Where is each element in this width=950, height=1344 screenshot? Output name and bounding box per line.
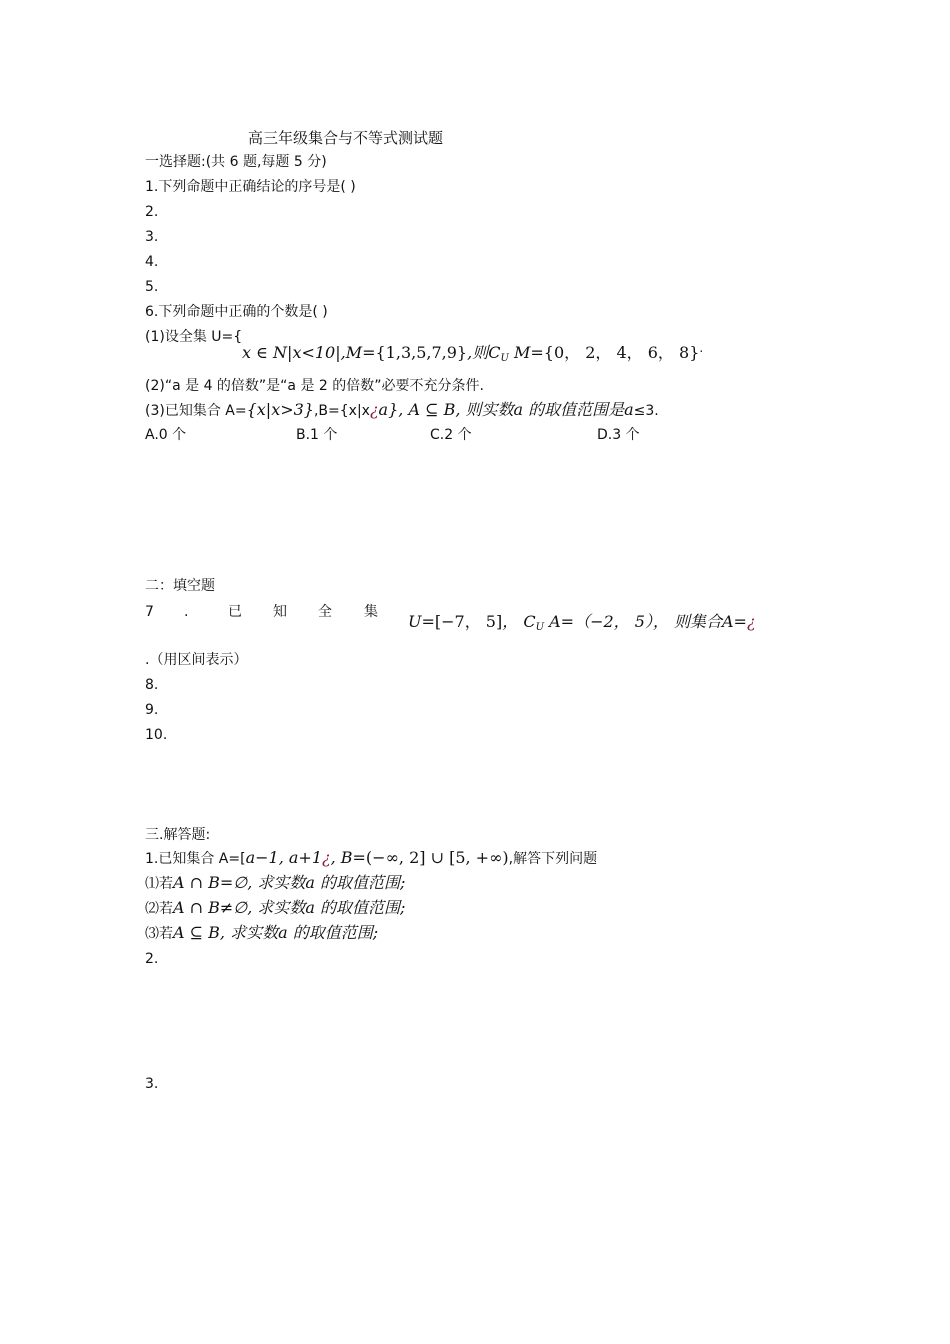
- statement-1-math-f: M=: [508, 343, 544, 362]
- q7-glyph: ¿: [746, 612, 756, 631]
- part-1-math: A ∩ B=∅, 求实数a 的取值范围;: [173, 873, 406, 892]
- statement-1-math: [242, 338, 703, 369]
- q7-math-a: U=: [408, 612, 435, 631]
- question-3: 3.: [145, 229, 159, 245]
- statement-3-tail: ≤3.: [633, 403, 659, 419]
- option-d: D.3 个: [597, 427, 640, 443]
- aq1-glyph: ¿: [322, 848, 331, 867]
- answer-question-3: 3.: [145, 1076, 159, 1092]
- question-9: 9.: [145, 702, 159, 718]
- part-1: [145, 873, 405, 894]
- aq1-union: ∪: [425, 848, 450, 867]
- part-1-label: ⑴若: [145, 876, 173, 892]
- part-3-math: A ⊆ B, 求实数a 的取值范围;: [173, 923, 379, 942]
- statement-1-math-b: |x<10: [287, 343, 336, 362]
- statement-1-sub: U: [500, 353, 509, 364]
- aq1-math-c: (−∞, 2]: [365, 848, 426, 867]
- part-3-label: ⑶若: [145, 926, 173, 942]
- section1-heading: 一选择题:(共 6 题,每题 5 分): [145, 154, 327, 170]
- q7-char-3: 已: [228, 604, 242, 620]
- statement-2: (2)“a 是 4 的倍数”是“a 是 2 的倍数”必要不充分条件.: [145, 378, 484, 394]
- q7-char-1: 7: [145, 604, 154, 620]
- q7-char-6: 集: [364, 604, 378, 620]
- statement-1-math-g: {0， 2， 4， 6， 8}: [543, 343, 700, 362]
- question-4: 4.: [145, 254, 159, 270]
- aq1-suffix: ,解答下列问题: [508, 851, 598, 867]
- q7-char-4: 知: [273, 604, 287, 620]
- section2-heading: 二：填空题: [145, 578, 215, 594]
- q7-char-5: 全: [318, 604, 332, 620]
- aq1-math-a: a−1, a+1: [245, 848, 322, 867]
- q7-math-c: ， C: [502, 612, 536, 631]
- statement-1-prefix: (1)设全集 U={: [145, 329, 243, 345]
- part-2-label: ⑵若: [145, 901, 173, 917]
- question-6: 6.下列命题中正确的个数是( ): [145, 304, 328, 320]
- q7-math-d: A=（−2， 5）， 则集合A=: [544, 612, 747, 631]
- part-2-math: A ∩ B≠∅, 求实数a 的取值范围;: [173, 898, 406, 917]
- statement-1-tail: .: [699, 341, 704, 355]
- option-b: B.1 个: [296, 427, 338, 443]
- question-10: 10.: [145, 727, 168, 743]
- statement-3-math-a: {x|x>3}: [246, 400, 314, 419]
- statement-3-mid: ,B={x|x: [313, 403, 370, 419]
- statement-3-glyph: ¿: [369, 400, 379, 419]
- q7-sub: U: [535, 622, 545, 633]
- question-2: 2.: [145, 204, 159, 220]
- aq1-prefix: 1.已知集合 A=[: [145, 851, 246, 867]
- question-5: 5.: [145, 279, 159, 295]
- answer-question-2: 2.: [145, 951, 159, 967]
- statement-3-prefix: (3)已知集合 A=: [145, 403, 247, 419]
- question-1: 1.下列命题中正确结论的序号是( ): [145, 179, 356, 195]
- part-3: [145, 923, 378, 944]
- aq1-math-d: [5, +∞): [449, 848, 509, 867]
- statement-1-math-c: |,M=: [335, 343, 376, 362]
- statement-3: [145, 400, 659, 421]
- question-8: 8.: [145, 677, 159, 693]
- statement-3-math-b: a}: [378, 400, 399, 419]
- page-title: 高三年级集合与不等式测试题: [248, 129, 444, 147]
- statement-1: [145, 328, 242, 346]
- part-2: [145, 898, 405, 919]
- option-a: A.0 个: [145, 427, 187, 443]
- q7-math: [408, 612, 756, 638]
- aq1-math-b: , B=: [330, 848, 366, 867]
- statement-3-math-c: , A ⊆ B, 则实数a 的取值范围是a: [398, 400, 634, 419]
- q7-note: .（用区间表示）: [145, 652, 248, 668]
- statement-1-math-e: ,则C: [467, 343, 501, 362]
- q7-char-2: .: [184, 604, 189, 620]
- answer-question-1: [145, 848, 597, 869]
- statement-1-math-a: x ∈ N: [242, 343, 288, 362]
- option-c: C.2 个: [430, 427, 472, 443]
- q7-math-b: [−7， 5]: [434, 612, 503, 631]
- statement-1-math-d: {1,3,5,7,9}: [375, 343, 468, 362]
- section3-heading: 三.解答题:: [145, 827, 211, 843]
